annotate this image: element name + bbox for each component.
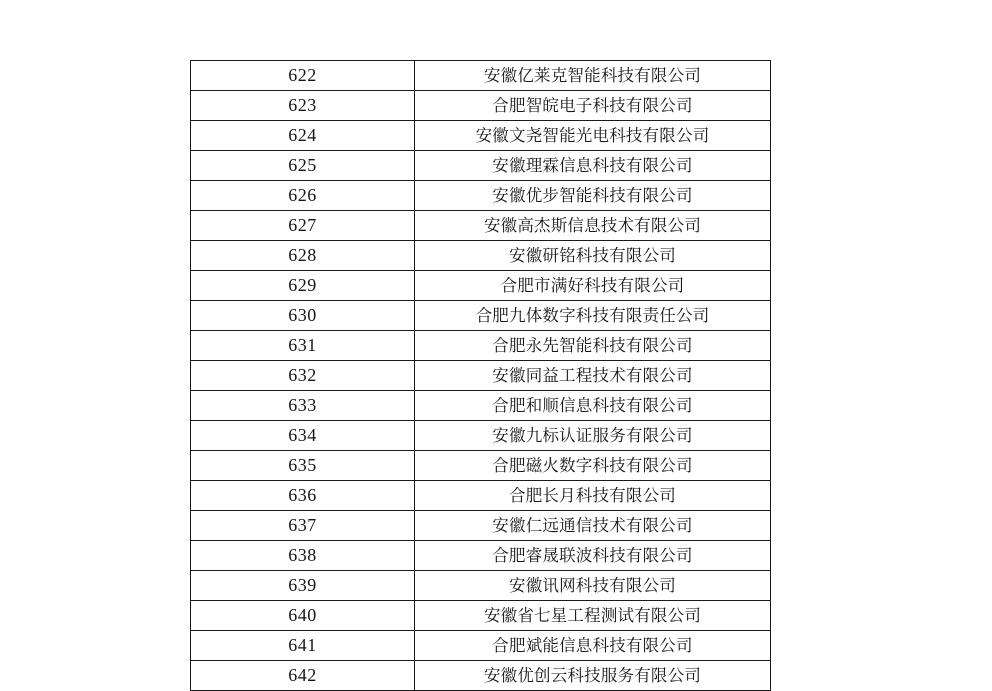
company-name-cell: 安徽文尧智能光电科技有限公司 [415, 121, 771, 151]
company-name-cell: 安徽理霖信息科技有限公司 [415, 151, 771, 181]
row-index-cell: 627 [191, 211, 415, 241]
company-name-cell: 合肥市满好科技有限公司 [415, 271, 771, 301]
company-name-cell: 合肥九体数字科技有限责任公司 [415, 301, 771, 331]
company-name-cell: 安徽仁远通信技术有限公司 [415, 511, 771, 541]
company-name-cell: 安徽优步智能科技有限公司 [415, 181, 771, 211]
row-index-cell: 639 [191, 571, 415, 601]
table-row [191, 211, 771, 241]
table-row [191, 271, 771, 301]
row-index-cell: 623 [191, 91, 415, 121]
table-row [191, 61, 771, 91]
table-row [191, 391, 771, 421]
row-index-cell: 640 [191, 601, 415, 631]
company-name-cell: 安徽高杰斯信息技术有限公司 [415, 211, 771, 241]
table-row [191, 631, 771, 661]
row-index-cell: 632 [191, 361, 415, 391]
row-index-cell: 629 [191, 271, 415, 301]
row-index-cell: 626 [191, 181, 415, 211]
company-name-cell: 合肥磁火数字科技有限公司 [415, 451, 771, 481]
table-row [191, 541, 771, 571]
company-table-container [190, 60, 770, 691]
company-table-body [191, 61, 771, 691]
table-row [191, 361, 771, 391]
company-name-cell: 合肥睿晟联波科技有限公司 [415, 541, 771, 571]
table-row [191, 451, 771, 481]
row-index-cell: 631 [191, 331, 415, 361]
company-name-cell: 合肥智皖电子科技有限公司 [415, 91, 771, 121]
table-row [191, 511, 771, 541]
table-row [191, 481, 771, 511]
table-row [191, 91, 771, 121]
row-index-cell: 638 [191, 541, 415, 571]
company-name-cell: 安徽讯网科技有限公司 [415, 571, 771, 601]
row-index-cell: 633 [191, 391, 415, 421]
row-index-cell: 634 [191, 421, 415, 451]
row-index-cell: 624 [191, 121, 415, 151]
company-name-cell: 安徽同益工程技术有限公司 [415, 361, 771, 391]
table-row [191, 181, 771, 211]
company-name-cell: 合肥永先智能科技有限公司 [415, 331, 771, 361]
company-name-cell: 安徽亿莱克智能科技有限公司 [415, 61, 771, 91]
table-row [191, 331, 771, 361]
row-index-cell: 635 [191, 451, 415, 481]
company-table [190, 60, 771, 691]
company-name-cell: 安徽省七星工程测试有限公司 [415, 601, 771, 631]
row-index-cell: 628 [191, 241, 415, 271]
row-index-cell: 636 [191, 481, 415, 511]
company-name-cell: 安徽九标认证服务有限公司 [415, 421, 771, 451]
table-row [191, 421, 771, 451]
company-name-cell: 合肥斌能信息科技有限公司 [415, 631, 771, 661]
company-name-cell: 合肥和顺信息科技有限公司 [415, 391, 771, 421]
table-row [191, 151, 771, 181]
row-index-cell: 641 [191, 631, 415, 661]
table-row [191, 601, 771, 631]
row-index-cell: 622 [191, 61, 415, 91]
table-row [191, 121, 771, 151]
row-index-cell: 625 [191, 151, 415, 181]
table-row [191, 301, 771, 331]
row-index-cell: 637 [191, 511, 415, 541]
company-name-cell: 合肥长月科技有限公司 [415, 481, 771, 511]
table-row [191, 571, 771, 601]
row-index-cell: 630 [191, 301, 415, 331]
company-name-cell: 安徽优创云科技服务有限公司 [415, 661, 771, 691]
table-row [191, 241, 771, 271]
table-row [191, 661, 771, 691]
row-index-cell: 642 [191, 661, 415, 691]
company-name-cell: 安徽研铭科技有限公司 [415, 241, 771, 271]
